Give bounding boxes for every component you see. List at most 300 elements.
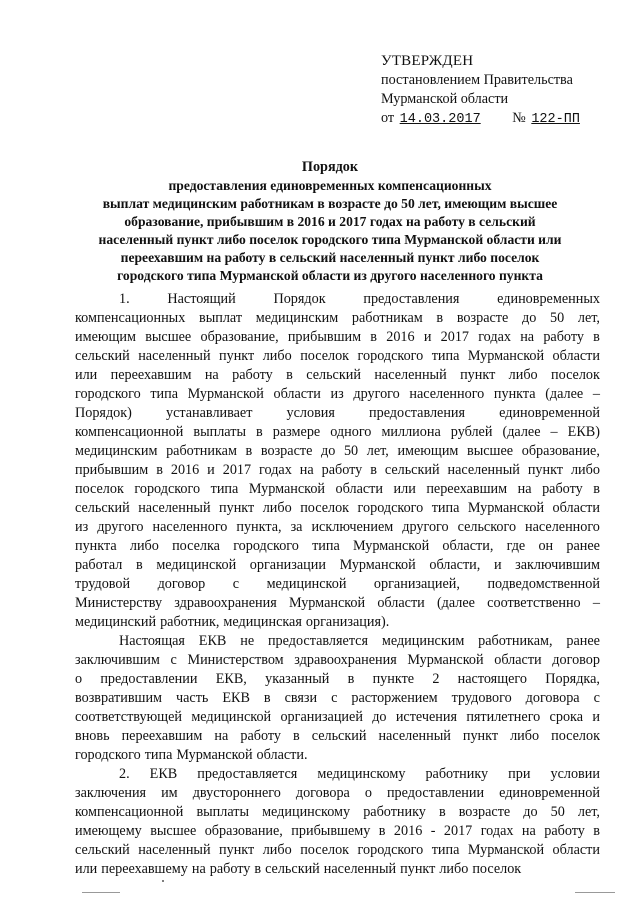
word: одного bbox=[330, 424, 372, 440]
word: либо bbox=[262, 842, 292, 858]
word: на bbox=[299, 462, 314, 478]
word: городского bbox=[357, 500, 424, 516]
word: работникам bbox=[166, 443, 237, 459]
word: Мурманской bbox=[339, 557, 416, 573]
word: заключившим bbox=[515, 557, 600, 573]
word: пункт bbox=[219, 348, 255, 364]
word: типа bbox=[144, 747, 173, 763]
word: ранее bbox=[566, 538, 600, 554]
title-heading: Порядок bbox=[301, 159, 359, 175]
title-line: образование, прибывшим в 2016 и 2017 годах на работу в сельский bbox=[124, 214, 536, 229]
word: возрасте bbox=[456, 310, 509, 326]
word: с bbox=[331, 690, 338, 706]
word: пункт bbox=[527, 462, 563, 478]
word: организация). bbox=[305, 614, 390, 630]
text-line bbox=[75, 461, 600, 480]
word: двустороннего bbox=[192, 785, 281, 801]
word: области bbox=[552, 500, 600, 516]
text-line bbox=[75, 727, 600, 746]
text-line bbox=[75, 689, 600, 708]
word: в bbox=[370, 462, 377, 478]
word: сельский bbox=[311, 728, 367, 744]
word: типа bbox=[431, 500, 460, 516]
word: сельский bbox=[384, 462, 440, 478]
word: поселок bbox=[300, 500, 350, 516]
word: населенного bbox=[525, 519, 600, 535]
word: сельский bbox=[75, 842, 130, 858]
text-line bbox=[75, 404, 600, 423]
word: выплат bbox=[199, 310, 243, 326]
text-line bbox=[75, 841, 600, 860]
word: сельский bbox=[306, 367, 361, 383]
text-line bbox=[75, 309, 600, 328]
word: населенного bbox=[409, 386, 485, 402]
word: ЕКВ bbox=[149, 766, 178, 782]
word: Мурманской bbox=[467, 348, 545, 364]
word: предоставлении bbox=[100, 671, 198, 687]
word: в bbox=[293, 728, 300, 744]
word: области bbox=[552, 348, 600, 364]
text-line bbox=[75, 613, 600, 632]
word: области, bbox=[442, 538, 494, 554]
word: до bbox=[321, 443, 336, 459]
word: заключения bbox=[75, 785, 147, 801]
word: устанавливает bbox=[165, 405, 253, 421]
word: возвратившим bbox=[75, 690, 163, 706]
word: настоящего bbox=[457, 671, 527, 687]
word: в bbox=[436, 310, 444, 326]
word: предоставления bbox=[363, 291, 460, 307]
word: пункт bbox=[400, 861, 436, 877]
word: Министерством bbox=[187, 652, 284, 668]
word: исключением bbox=[311, 519, 394, 535]
word: ЕКВ bbox=[198, 633, 227, 649]
word: вновь bbox=[75, 728, 110, 744]
word: пункт bbox=[462, 728, 499, 744]
word: в bbox=[263, 690, 271, 706]
word: типа bbox=[150, 386, 179, 402]
word: ЕКВ, bbox=[215, 671, 247, 687]
word: населенный bbox=[378, 728, 451, 744]
word: в bbox=[254, 861, 262, 877]
word: лет, bbox=[366, 443, 389, 459]
word: о bbox=[75, 671, 83, 687]
word: медицинским bbox=[381, 633, 465, 649]
word: Порядка, bbox=[545, 671, 600, 687]
word: компенсационной bbox=[75, 424, 184, 440]
approval-line-1: постановлением Правительства bbox=[381, 72, 573, 88]
word: медицинской bbox=[266, 576, 347, 592]
word: населенный bbox=[138, 500, 211, 516]
word: поселок bbox=[472, 861, 522, 877]
word: сельский bbox=[75, 348, 130, 364]
word: из bbox=[75, 519, 89, 535]
word: в bbox=[286, 367, 293, 383]
word: при bbox=[508, 766, 531, 782]
word: медицинская bbox=[223, 614, 302, 630]
word: в bbox=[156, 462, 163, 478]
word: Мурманской bbox=[353, 538, 430, 554]
word: Мурманской bbox=[467, 500, 545, 516]
word: городского bbox=[357, 348, 424, 364]
word: лет, bbox=[577, 804, 600, 820]
text-line bbox=[75, 290, 600, 309]
word: ранее bbox=[566, 633, 600, 649]
word: работу bbox=[544, 823, 585, 839]
document-title bbox=[60, 158, 600, 285]
approval-date-line bbox=[381, 109, 621, 129]
text-line bbox=[75, 518, 600, 537]
text-line bbox=[75, 594, 600, 613]
word: на bbox=[191, 861, 206, 877]
word: до bbox=[522, 310, 537, 326]
word: и bbox=[493, 557, 502, 573]
word: пункт bbox=[219, 500, 255, 516]
word: поселок bbox=[551, 728, 600, 744]
word: ЕКВ bbox=[222, 690, 250, 706]
paragraph bbox=[75, 290, 600, 632]
word: Мурманской bbox=[467, 842, 545, 858]
title-line: переехавшим на работу в сельский населенный пункт либо поселок bbox=[120, 250, 540, 265]
word: работнику bbox=[363, 804, 426, 820]
word: 50 bbox=[343, 443, 359, 459]
word: работникам, bbox=[478, 633, 553, 649]
word: до bbox=[523, 804, 538, 820]
word: условии bbox=[550, 766, 600, 782]
word: работнику bbox=[425, 766, 489, 782]
word: в bbox=[593, 329, 600, 345]
word: населенный bbox=[447, 462, 520, 478]
text-line bbox=[75, 860, 600, 879]
word: пункта bbox=[493, 386, 536, 402]
word: договора bbox=[295, 785, 350, 801]
word: выплаты bbox=[196, 804, 250, 820]
word: в bbox=[370, 329, 377, 345]
word: другого bbox=[402, 519, 449, 535]
resolution-number: 122-ПП bbox=[531, 112, 580, 127]
word: организации bbox=[249, 557, 326, 573]
word: 1. bbox=[119, 291, 130, 307]
text-line bbox=[75, 366, 600, 385]
word: Мурманской bbox=[176, 747, 253, 763]
word: соответствующей bbox=[75, 709, 183, 725]
text-line bbox=[75, 480, 600, 499]
word: возрасте bbox=[260, 443, 313, 459]
resolution-date: 14.03.2017 bbox=[399, 112, 481, 127]
word: медицинский bbox=[75, 614, 157, 630]
word: с bbox=[593, 690, 600, 706]
word: работу bbox=[321, 462, 363, 478]
word: в bbox=[438, 804, 446, 820]
word: годах bbox=[259, 462, 292, 478]
text-line bbox=[75, 499, 600, 518]
word: переехавшим bbox=[110, 367, 192, 383]
text-line bbox=[75, 746, 600, 765]
word: сельского bbox=[457, 519, 517, 535]
word: пункт bbox=[460, 367, 496, 383]
text-line bbox=[75, 556, 600, 575]
paragraph bbox=[75, 632, 600, 765]
word: выплаты bbox=[193, 424, 246, 440]
word: с bbox=[170, 652, 177, 668]
word: не bbox=[240, 633, 255, 649]
word: в bbox=[347, 671, 355, 687]
word: городского bbox=[75, 386, 141, 402]
word: Мурманской bbox=[407, 652, 484, 668]
word: на bbox=[517, 481, 532, 497]
word: за bbox=[290, 519, 303, 535]
word: здравоохранения bbox=[174, 595, 277, 611]
word: соответственно bbox=[487, 595, 581, 611]
word: размере bbox=[272, 424, 321, 440]
word: заключившим bbox=[75, 652, 160, 668]
word: области bbox=[335, 481, 383, 497]
word: организацией, bbox=[373, 576, 460, 592]
word: области bbox=[552, 842, 600, 858]
word: где bbox=[506, 538, 526, 554]
word: годах bbox=[478, 329, 511, 345]
document-body bbox=[75, 290, 600, 879]
word: лет, bbox=[577, 310, 600, 326]
word: или bbox=[393, 481, 416, 497]
word: работу bbox=[542, 481, 583, 497]
word: Порядок) bbox=[75, 405, 132, 421]
word: либо bbox=[570, 462, 600, 478]
word: высшее bbox=[467, 443, 514, 459]
word: 2017 bbox=[222, 462, 252, 478]
word: 2. bbox=[119, 766, 130, 782]
text-line bbox=[75, 822, 600, 841]
word: – bbox=[592, 386, 600, 402]
word: условия bbox=[286, 405, 335, 421]
word: трудового bbox=[451, 690, 512, 706]
title-line: населенный пункт либо поселок городского типа Мурманской области или bbox=[98, 232, 562, 247]
text-line bbox=[75, 632, 600, 651]
word: либо bbox=[262, 500, 292, 516]
text-line bbox=[75, 708, 600, 727]
word: и bbox=[207, 462, 215, 478]
word: (далее bbox=[545, 386, 584, 402]
title-line: выплат медицинским работникам в возрасте до 50 лет, имеющим высшее bbox=[102, 196, 558, 211]
word: с bbox=[232, 576, 240, 592]
word: в bbox=[245, 443, 253, 459]
word: 2016 bbox=[386, 329, 415, 345]
word: другого bbox=[97, 519, 144, 535]
word: работал bbox=[75, 557, 123, 573]
word: предоставлении bbox=[386, 785, 485, 801]
word: Мурманской bbox=[288, 595, 366, 611]
word: рублей bbox=[450, 424, 493, 440]
word: городского bbox=[134, 481, 201, 497]
text-line bbox=[75, 670, 600, 689]
paragraph bbox=[75, 765, 600, 879]
word: – bbox=[550, 424, 558, 440]
word: прибывшим bbox=[287, 329, 362, 345]
word: области. bbox=[256, 747, 308, 763]
scan-speck bbox=[162, 880, 164, 882]
from-label: от bbox=[381, 110, 395, 126]
word: области bbox=[273, 386, 321, 402]
word: Мурманской bbox=[248, 481, 326, 497]
word: 2016 bbox=[170, 462, 200, 478]
word: Настоящая bbox=[119, 633, 185, 649]
word: либо bbox=[262, 348, 292, 364]
word: он bbox=[538, 538, 554, 554]
word: либо bbox=[510, 728, 540, 744]
word: указанный bbox=[265, 671, 330, 687]
text-line bbox=[75, 765, 600, 784]
word: пункта, bbox=[236, 519, 282, 535]
footer-rule-right bbox=[575, 892, 615, 893]
word: сельский bbox=[75, 500, 130, 516]
word: – bbox=[592, 595, 600, 611]
word: пятилетнего bbox=[466, 709, 541, 725]
word: поселок bbox=[551, 367, 600, 383]
word: или bbox=[75, 861, 98, 877]
word: годах bbox=[480, 823, 514, 839]
word: либо bbox=[508, 367, 538, 383]
word: населенный bbox=[374, 367, 447, 383]
approval-stamp bbox=[381, 52, 621, 129]
word: предоставляется bbox=[197, 766, 298, 782]
word: договор bbox=[552, 652, 600, 668]
word: работу bbox=[209, 861, 251, 877]
word: городского bbox=[357, 842, 424, 858]
word: поселок bbox=[300, 842, 350, 858]
text-line bbox=[75, 442, 600, 461]
word: 2017 bbox=[440, 329, 469, 345]
footer-rule-left bbox=[82, 892, 120, 893]
number-label: № bbox=[512, 110, 526, 126]
word: имеющему bbox=[75, 823, 142, 839]
word: в bbox=[593, 823, 600, 839]
text-line bbox=[75, 423, 600, 442]
word: населенный bbox=[138, 348, 211, 364]
word: имеющим bbox=[75, 329, 136, 345]
text-line bbox=[75, 803, 600, 822]
word: населенный bbox=[138, 842, 211, 858]
word: и bbox=[592, 709, 600, 725]
word: прибывшему bbox=[291, 823, 371, 839]
word: или bbox=[75, 367, 98, 383]
word: сельский bbox=[265, 861, 320, 877]
word: на bbox=[520, 329, 535, 345]
word: типа bbox=[431, 348, 460, 364]
word: Настоящий bbox=[167, 291, 236, 307]
word: пункта bbox=[75, 538, 117, 554]
word: здравоохранения bbox=[294, 652, 397, 668]
word: 2 bbox=[432, 671, 440, 687]
approval-line-2: Мурманской области bbox=[381, 91, 509, 107]
word: городского bbox=[75, 747, 141, 763]
word: работу bbox=[543, 329, 584, 345]
text-line bbox=[75, 575, 600, 594]
word: до bbox=[372, 709, 387, 725]
word: на bbox=[521, 823, 536, 839]
word: подведомственной bbox=[487, 576, 600, 592]
word: медицинской bbox=[191, 709, 272, 725]
word: типа bbox=[431, 842, 460, 858]
word: на bbox=[204, 367, 219, 383]
word: часть bbox=[175, 690, 209, 706]
word: о bbox=[364, 785, 372, 801]
word: городского bbox=[233, 538, 299, 554]
word: типа bbox=[312, 538, 340, 554]
word: работник, bbox=[160, 614, 220, 630]
word: работникам bbox=[351, 310, 423, 326]
word: компенсационных bbox=[75, 310, 186, 326]
word: медицинским bbox=[255, 310, 339, 326]
word: трудовой bbox=[75, 576, 131, 592]
word: организацией bbox=[280, 709, 363, 725]
word: населенный bbox=[323, 861, 397, 877]
word: переехавшему bbox=[101, 861, 188, 877]
word: связи bbox=[284, 690, 318, 706]
word: - bbox=[430, 823, 436, 839]
word: населенного bbox=[152, 519, 228, 535]
text-line bbox=[75, 328, 600, 347]
approval-heading: УТВЕРЖДЕН bbox=[381, 53, 474, 69]
word: предоставления bbox=[369, 405, 466, 421]
word: предоставляется bbox=[267, 633, 369, 649]
word: переехавшим bbox=[426, 481, 508, 497]
word: работу bbox=[240, 728, 281, 744]
title-line: предоставления единовременных компенсационных bbox=[168, 178, 492, 193]
word: единовременной bbox=[499, 785, 600, 801]
word: 2016 bbox=[393, 823, 423, 839]
word: на bbox=[214, 728, 229, 744]
word: области bbox=[377, 595, 425, 611]
word: образование, bbox=[204, 823, 283, 839]
word: единовременной bbox=[499, 405, 600, 421]
word: другого bbox=[353, 386, 400, 402]
word: договора bbox=[525, 690, 580, 706]
word: высшее bbox=[150, 823, 197, 839]
word: в bbox=[378, 823, 386, 839]
word: типа bbox=[210, 481, 239, 497]
word: пункте bbox=[372, 671, 415, 687]
word: им bbox=[161, 785, 178, 801]
word: либо bbox=[129, 538, 159, 554]
title-line: городского типа Мурманской области из другого населенного пункта bbox=[117, 268, 543, 283]
word: 50 bbox=[550, 804, 565, 820]
word: истечения bbox=[395, 709, 458, 725]
word: переехавшим bbox=[121, 728, 203, 744]
word: области bbox=[494, 652, 542, 668]
word: расторжением bbox=[351, 690, 438, 706]
text-line bbox=[75, 651, 600, 670]
word: и bbox=[423, 329, 432, 345]
word: договор bbox=[157, 576, 206, 592]
text-line bbox=[75, 537, 600, 556]
word: работу bbox=[232, 367, 273, 383]
word: (далее bbox=[502, 424, 541, 440]
word: имеющим bbox=[397, 443, 459, 459]
word: миллиона bbox=[381, 424, 441, 440]
text-line bbox=[75, 784, 600, 803]
word: поселка bbox=[172, 538, 220, 554]
word: из bbox=[330, 386, 344, 402]
word: медицинским bbox=[75, 443, 158, 459]
word: пункт bbox=[219, 842, 255, 858]
text-line bbox=[75, 385, 600, 404]
word: прибывшим bbox=[75, 462, 149, 478]
word: единовременных bbox=[497, 291, 600, 307]
word: медицинскому bbox=[317, 766, 406, 782]
word: (далее bbox=[436, 595, 475, 611]
word: ЕКВ) bbox=[567, 424, 600, 440]
word: либо bbox=[439, 861, 469, 877]
